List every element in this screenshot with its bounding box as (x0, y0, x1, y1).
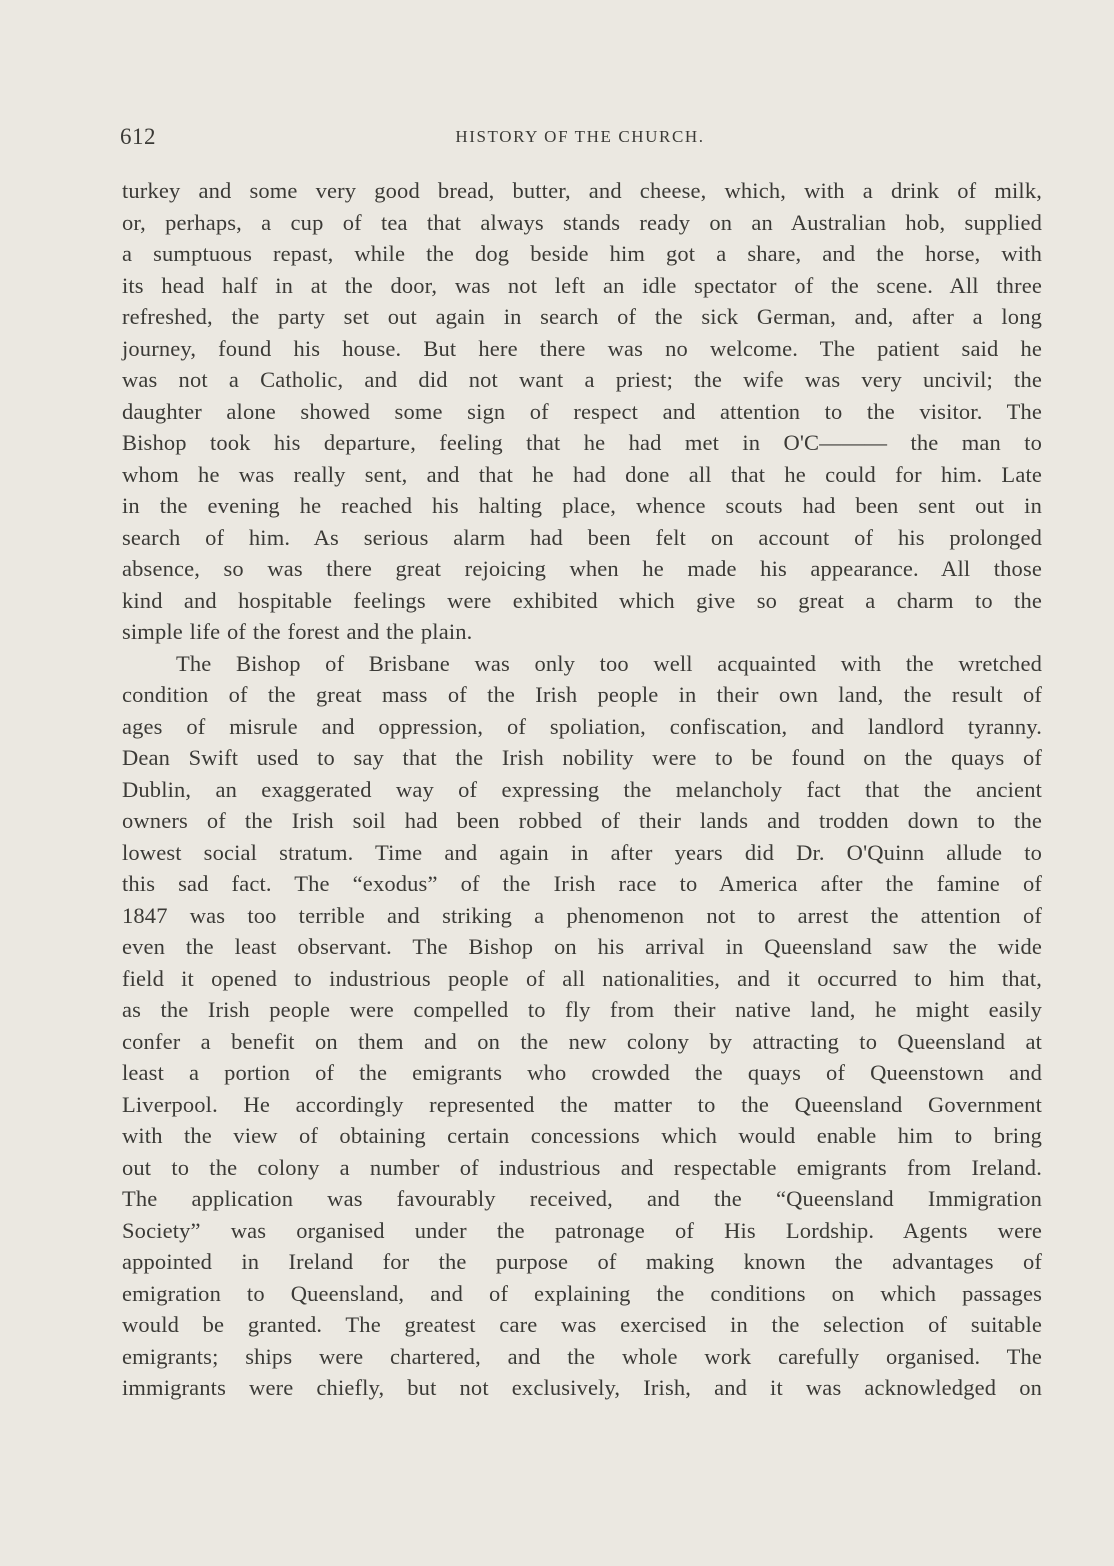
text-line: refreshed, the party set out again in search of the sick German, and, after a long (122, 304, 1042, 329)
text-line: Liverpool. He accordingly represented the matter to the Queensland Government (122, 1091, 1042, 1117)
running-title: HISTORY OF THE CHURCH. (455, 127, 705, 146)
text-line: even the least observant. The Bishop on his arrival in Queensland saw the wide (122, 934, 1042, 959)
text-line: Dean Swift used to say that the Irish nobility were to be found on the quays of (122, 745, 1042, 770)
text-line: journey, found his house. But here there was no welcome. The patient said he (122, 335, 1042, 361)
text-line: condition of the great mass of the Irish people in their own land, the result of (122, 682, 1042, 707)
text-line: owners of the Irish soil had been robbed of their lands and trodden down to the (122, 808, 1042, 833)
text-line: least a portion of the emigrants who crowded the quays of Queenstown and (122, 1060, 1042, 1085)
text-line: a sumptuous repast, while the dog beside him got a share, and the horse, with (122, 241, 1042, 266)
text-line: ages of misrule and oppression, of spoliation, confiscation, and landlord tyranny. (122, 713, 1042, 739)
text-line: immigrants were chiefly, but not exclusively, Irish, and it was acknowledged on (122, 1375, 1042, 1400)
paragraph-start-line: The Bishop of Brisbane was only too well acquainted with the wretched (176, 650, 1042, 676)
page-number: 612 (120, 124, 156, 149)
text-line: its head half in at the door, was not left an idle spectator of the scene. All three (122, 272, 1042, 298)
text-line: Society” was organised under the patronage of His Lordship. Agents were (122, 1217, 1042, 1243)
running-head (120, 124, 1040, 154)
text-line: lowest social stratum. Time and again in after years did Dr. O'Quinn allude to (122, 839, 1042, 865)
text-line: daughter alone showed some sign of respect and attention to the visitor. The (122, 398, 1042, 424)
text-line: emigrants; ships were chartered, and the whole work carefully organised. The (122, 1343, 1042, 1369)
text-line: appointed in Ireland for the purpose of making known the advantages of (122, 1249, 1042, 1274)
text-line: kind and hospitable feelings were exhibited which give so great a charm to the (122, 587, 1042, 613)
text-line: with the view of obtaining certain concessions which would enable him to bring (122, 1123, 1042, 1148)
text-line: this sad fact. The “exodus” of the Irish race to America after the famine of (122, 871, 1042, 896)
text-line: or, perhaps, a cup of tea that always stands ready on an Australian hob, supplied (122, 209, 1042, 235)
text-line: in the evening he reached his halting place, whence scouts had been sent out in (122, 493, 1042, 518)
text-line: field it opened to industrious people of all nationalities, and it occurred to him that, (122, 965, 1042, 991)
text-line: was not a Catholic, and did not want a priest; the wife was very uncivil; the (122, 367, 1042, 392)
text-line: Dublin, an exaggerated way of expressing the melancholy fact that the ancient (122, 776, 1042, 802)
body-text (122, 175, 1042, 1404)
text-line: out to the colony a number of industrious and respectable emigrants from Ireland. (122, 1154, 1042, 1180)
paragraph-end-line: simple life of the forest and the plain. (122, 619, 473, 644)
text-line: emigration to Queensland, and of explaining the conditions on which passages (122, 1280, 1042, 1306)
text-line: whom he was really sent, and that he had done all that he could for him. Late (122, 461, 1042, 487)
text-line: would be granted. The greatest care was exercised in the selection of suitable (122, 1312, 1042, 1337)
text-line: as the Irish people were compelled to fly from their native land, he might easily (122, 997, 1042, 1022)
text-line: Bishop took his departure, feeling that he had met in O'C——— the man to (122, 430, 1042, 455)
text-line: turkey and some very good bread, butter, and cheese, which, with a drink of milk, (122, 178, 1042, 203)
text-line: 1847 was too terrible and striking a phenomenon not to arrest the attention of (122, 902, 1042, 928)
text-line: absence, so was there great rejoicing when he made his appearance. All those (122, 556, 1042, 581)
text-line: confer a benefit on them and on the new colony by attracting to Queensland at (122, 1028, 1042, 1054)
text-line: search of him. As serious alarm had been felt on account of his prolonged (122, 524, 1042, 550)
text-line: The application was favourably received, and the “Queensland Immigration (122, 1186, 1042, 1211)
